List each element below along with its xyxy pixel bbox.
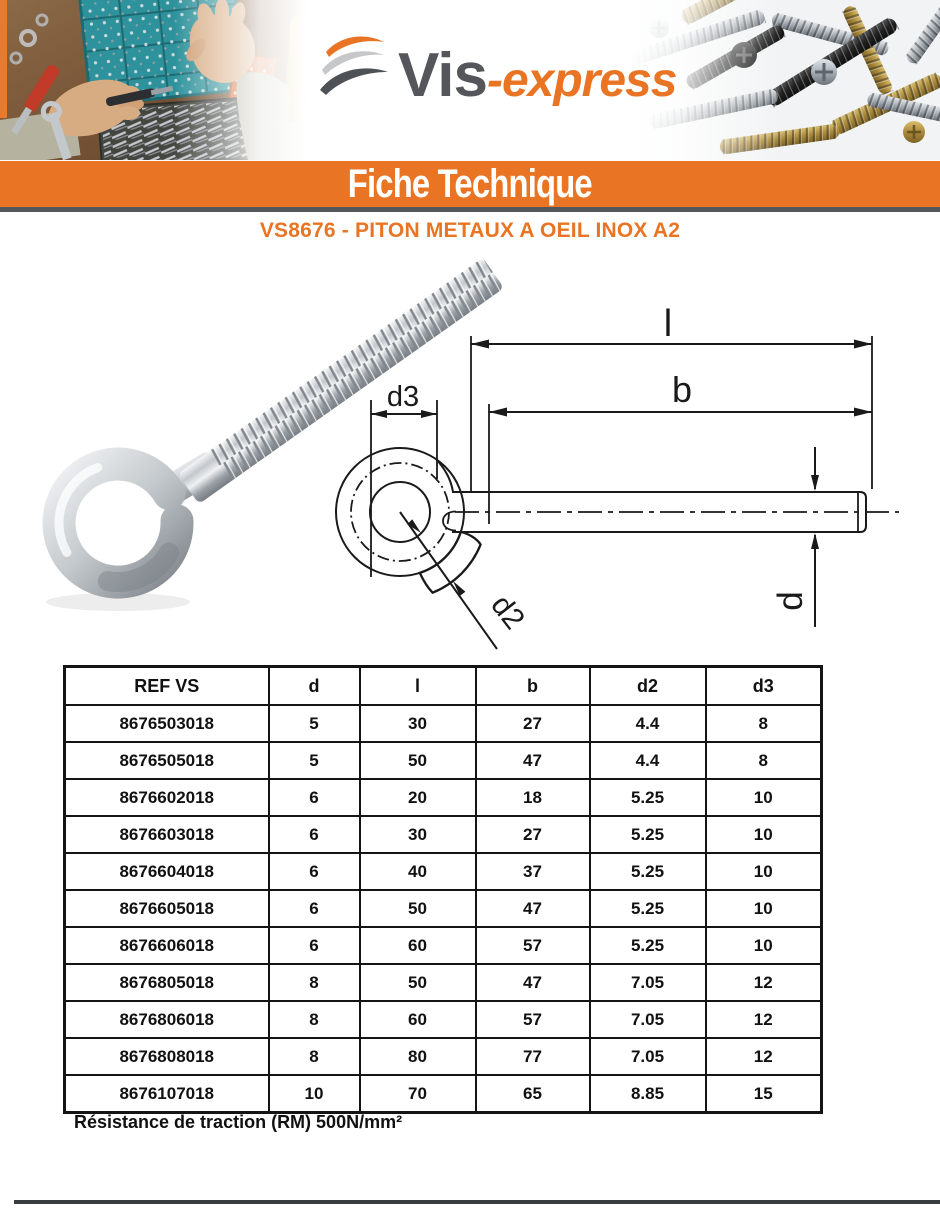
value-cell: 8	[706, 705, 822, 742]
value-cell: 5.25	[590, 853, 706, 890]
value-cell: 50	[360, 890, 476, 927]
photo-fade	[0, 0, 316, 160]
column-header: REF VS	[65, 667, 269, 706]
column-header: b	[476, 667, 590, 706]
value-cell: 7.05	[590, 1001, 706, 1038]
value-cell: 15	[706, 1075, 822, 1113]
value-cell: 27	[476, 705, 590, 742]
dimension-d3	[371, 381, 437, 577]
value-cell: 57	[476, 927, 590, 964]
value-cell: 12	[706, 1038, 822, 1075]
value-cell: 8	[269, 1038, 360, 1075]
value-cell: 10	[706, 816, 822, 853]
value-cell: 5.25	[590, 890, 706, 927]
column-header: l	[360, 667, 476, 706]
column-header: d	[269, 667, 360, 706]
ref-cell: 8676806018	[65, 1001, 269, 1038]
value-cell: 10	[269, 1075, 360, 1113]
value-cell: 10	[706, 927, 822, 964]
value-cell: 70	[360, 1075, 476, 1113]
value-cell: 47	[476, 890, 590, 927]
table-row	[65, 779, 822, 816]
table-row	[65, 890, 822, 927]
table-row	[65, 816, 822, 853]
logo-word: Vis	[398, 41, 487, 110]
value-cell: 8.85	[590, 1075, 706, 1113]
banner	[0, 161, 940, 207]
table-row	[65, 1075, 822, 1113]
value-cell: 50	[360, 964, 476, 1001]
value-cell: 47	[476, 742, 590, 779]
dimension-b	[489, 369, 872, 524]
value-cell: 4.4	[590, 742, 706, 779]
value-cell: 6	[269, 890, 360, 927]
ref-cell: 8676605018	[65, 890, 269, 927]
value-cell: 27	[476, 816, 590, 853]
value-cell: 37	[476, 853, 590, 890]
table-row	[65, 1038, 822, 1075]
dim-label-l: l	[663, 303, 673, 345]
ref-cell: 8676808018	[65, 1038, 269, 1075]
value-cell: 30	[360, 705, 476, 742]
product-photo-illustration	[46, 258, 504, 611]
value-cell: 40	[360, 853, 476, 890]
banner-title: Fiche Technique	[347, 161, 593, 206]
value-cell: 5.25	[590, 779, 706, 816]
ref-cell: 8676603018	[65, 816, 269, 853]
table-row	[65, 853, 822, 890]
column-header: d3	[706, 667, 822, 706]
value-cell: 10	[706, 779, 822, 816]
technical-drawing	[0, 244, 940, 660]
table-row	[65, 964, 822, 1001]
ref-cell: 8676107018	[65, 1075, 269, 1113]
logo-suffix: -express	[486, 54, 677, 107]
dim-label-b: b	[671, 369, 693, 410]
value-cell: 4.4	[590, 705, 706, 742]
value-cell: 60	[360, 927, 476, 964]
traction-note: Résistance de traction (RM) 500N/mm²	[74, 1112, 403, 1132]
dimension-d	[771, 447, 819, 627]
table-row	[65, 742, 822, 779]
value-cell: 10	[706, 853, 822, 890]
ref-cell: 8676505018	[65, 742, 269, 779]
footer-rule	[14, 1200, 940, 1204]
value-cell: 7.05	[590, 964, 706, 1001]
dim-label-d3: d3	[386, 381, 420, 413]
value-cell: 8	[269, 1001, 360, 1038]
ref-cell: 8676604018	[65, 853, 269, 890]
value-cell: 5.25	[590, 816, 706, 853]
product-title: VS8676 - PITON METAUX A OEIL INOX A2	[259, 219, 681, 242]
value-cell: 6	[269, 816, 360, 853]
banner-underline	[0, 207, 940, 212]
table-row	[65, 1001, 822, 1038]
ref-cell: 8676805018	[65, 964, 269, 1001]
value-cell: 12	[706, 964, 822, 1001]
workbench-photo	[0, 0, 316, 160]
value-cell: 10	[706, 890, 822, 927]
brand-logo	[398, 40, 676, 111]
table-header-row	[65, 667, 822, 706]
dim-label-d: d	[771, 591, 810, 611]
eye-front-view	[336, 448, 481, 593]
value-cell: 6	[269, 927, 360, 964]
shaft-side-view	[452, 492, 899, 532]
value-cell: 30	[360, 816, 476, 853]
column-header: d2	[590, 667, 706, 706]
value-cell: 5.25	[590, 927, 706, 964]
value-cell: 20	[360, 779, 476, 816]
ref-cell: 8676606018	[65, 927, 269, 964]
table-row	[65, 927, 822, 964]
logo-swoosh-icon	[320, 34, 396, 100]
value-cell: 6	[269, 779, 360, 816]
ref-cell: 8676503018	[65, 705, 269, 742]
value-cell: 77	[476, 1038, 590, 1075]
value-cell: 12	[706, 1001, 822, 1038]
dim-label-d2: d2	[484, 588, 531, 636]
value-cell: 65	[476, 1075, 590, 1113]
value-cell: 18	[476, 779, 590, 816]
value-cell: 47	[476, 964, 590, 1001]
spec-table-body	[65, 705, 822, 1113]
value-cell: 5	[269, 705, 360, 742]
value-cell: 6	[269, 853, 360, 890]
value-cell: 57	[476, 1001, 590, 1038]
table-row	[65, 705, 822, 742]
value-cell: 80	[360, 1038, 476, 1075]
value-cell: 5	[269, 742, 360, 779]
ref-cell: 8676602018	[65, 779, 269, 816]
value-cell: 60	[360, 1001, 476, 1038]
value-cell: 50	[360, 742, 476, 779]
spec-table	[63, 665, 823, 1114]
value-cell: 8	[706, 742, 822, 779]
value-cell: 7.05	[590, 1038, 706, 1075]
value-cell: 8	[269, 964, 360, 1001]
